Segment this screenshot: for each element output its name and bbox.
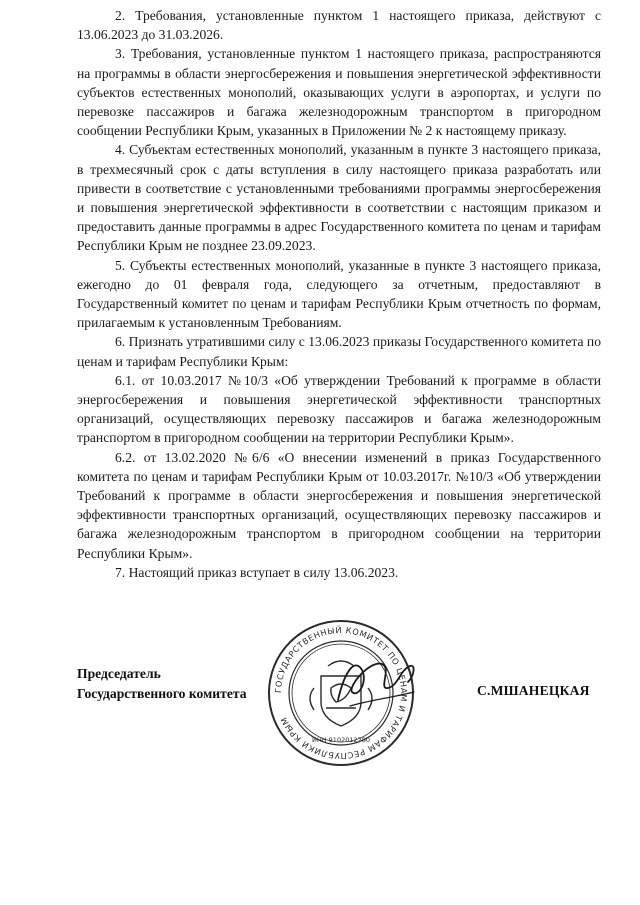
order-body <box>77 6 601 582</box>
paragraph-6: 6. Признать утратившими силу с 13.06.2023 приказы Государственного комитета по ценам и тарифам Республики Крым: <box>77 334 601 369</box>
signer-name: С.МШАНЕЦКАЯ <box>477 683 590 698</box>
seal-outer-text: ГОСУДАРСТВЕННЫЙ КОМИТЕТ ПО ЦЕНАМ И ТАРИФАМ РЕСПУБЛИКИ КРЫМ <box>272 624 410 762</box>
signer-title <box>77 664 247 703</box>
seal-code-text: ИНН 9102012780 <box>311 736 371 744</box>
paragraph-7: 7. Настоящий приказ вступает в силу 13.06.2023. <box>115 564 399 580</box>
paragraph-6-2: 6.2. от 13.02.2020 №6/6 «О внесении изменений в приказ Государственного комитета по ценам и тарифам Республики Крым от 10.03.2017г. №10/3 «Об утверждении Требований к программе в области энергосбережения и повышения энергетической эффективности транспортных организаций, осуществляющих перевозку пассажиров и багажа железнодорожным транспортом в пригородном сообщении на территории Республики Крым». <box>77 449 601 561</box>
signer-title-line-1: Председатель <box>77 666 161 681</box>
handwritten-signature <box>330 640 420 720</box>
paragraph-4: 4. Субъектам естественных монополий, указанным в пункте 3 настоящего приказа, в трехмесячный срок с даты вступления в силу настоящего приказа разработать или привести в соответствие с установленными требованиями программы энергосбережения и повышения энергетической эффективности в соответствии с настоящим приказом и предоставить данные программы в адрес Государственного комитета по ценам и тарифам Республики Крым не позднее 23.09.2023. <box>77 142 601 254</box>
paragraph-6-1: 6.1. от 10.03.2017 №10/3 «Об утверждении Требований к программе в области энергосбережения и повышения энергетической эффективности транспортных организаций, осуществляющих перевозку пассажиров и багажа железнодорожным транспортом в пригородном сообщении на территории Республики Крым». <box>77 372 601 446</box>
paragraph-5: 5. Субъекты естественных монополий, указанные в пункте 3 настоящего приказа, ежегодно до 01 февраля года, следующего за отчетным, предоставляют в Государственный комитет по ценам и тарифам Республики Крым отчетность по формам, прилагаемым к установленным Требованиям. <box>77 257 601 331</box>
paragraph-3: 3. Требования, установленные пунктом 1 настоящего приказа, распространяются на программы в области энергосбережения и повышения энергетической эффективности субъектов естественных монополий, оказывающих услуги в аэропортах, и услуги по перевозке пассажиров и багажа железнодорожным транспортом в пригородном сообщении Республики Крым, указанных в Приложении № 2 к настоящему приказу. <box>77 46 601 139</box>
paragraph-2: 2. Требования, установленные пунктом 1 настоящего приказа, действуют с 13.06.2023 до 31.03.2026. <box>77 8 601 43</box>
signer-title-line-2: Государственного комитета <box>77 685 247 701</box>
